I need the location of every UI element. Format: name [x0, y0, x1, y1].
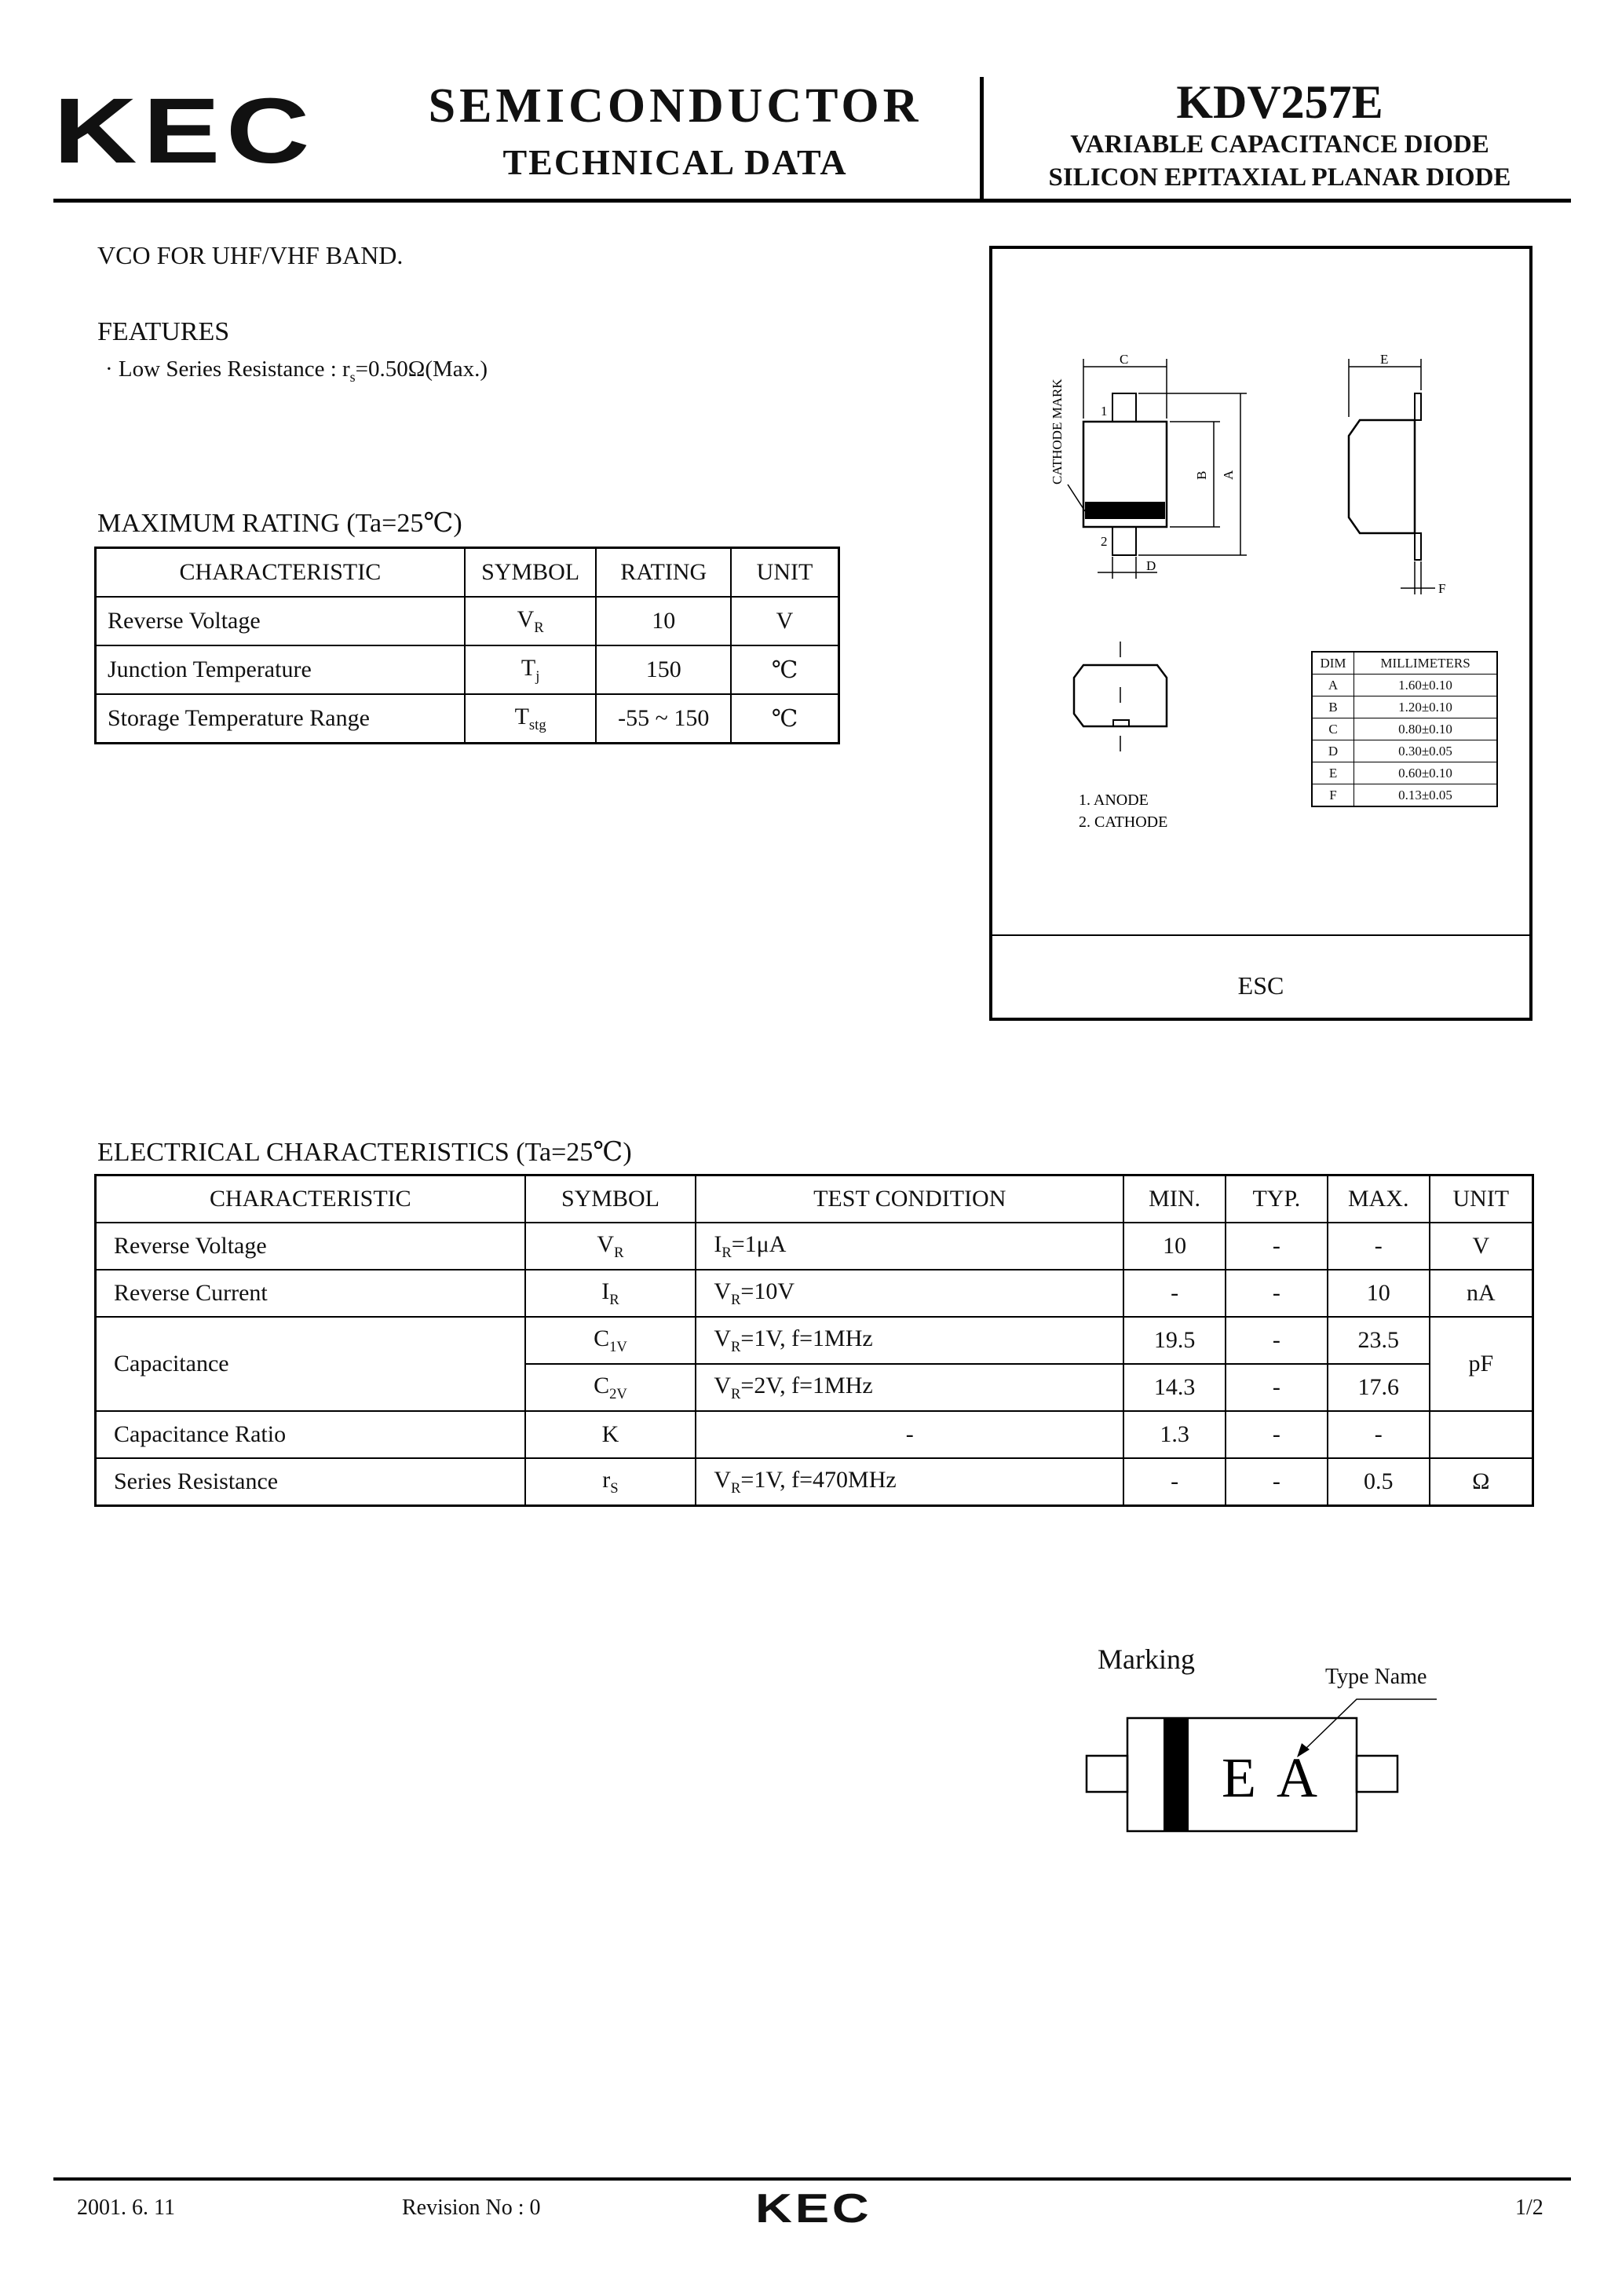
table-row: [96, 1317, 1533, 1364]
table-row: [96, 1458, 1533, 1506]
symbol-subscript: j: [535, 667, 540, 685]
symbol-text: V: [597, 1230, 615, 1257]
dim-value: 0.30±0.05: [1354, 740, 1497, 762]
header-vertical-divider: [980, 77, 984, 201]
part-number: KDV257E: [1176, 76, 1383, 128]
rating-cell: 10: [596, 597, 731, 645]
symbol-text: I: [601, 1278, 610, 1304]
dim-name: F: [1312, 784, 1354, 807]
symbol-text: C: [594, 1372, 610, 1398]
max-cell: -: [1328, 1223, 1430, 1270]
footer-page-number: 1/2: [1515, 2195, 1543, 2220]
dim-value: 0.60±0.10: [1354, 762, 1497, 784]
min-cell: 1.3: [1123, 1411, 1226, 1458]
dim-value: 0.13±0.05: [1354, 784, 1497, 807]
condition-value: =2V, f=1MHz: [740, 1372, 873, 1398]
dim-name: B: [1312, 696, 1354, 718]
marking-code-a: A: [1277, 1746, 1317, 1809]
symbol-subscript: 1V: [609, 1338, 627, 1355]
part-description-1: VARIABLE CAPACITANCE DIODE: [1070, 130, 1489, 159]
rating-cell: 150: [596, 645, 731, 694]
unit-cell: Ω: [1430, 1458, 1533, 1506]
min-cell: 10: [1123, 1223, 1226, 1270]
dim-name: D: [1312, 740, 1354, 762]
symbol-cell: [525, 1270, 696, 1317]
dim-a-label: A: [1221, 470, 1236, 480]
max-rating-header: SYMBOL: [465, 548, 597, 598]
condition-cell: [696, 1317, 1123, 1364]
footer-date: 2001. 6. 11: [77, 2195, 175, 2220]
dim-name: A: [1312, 675, 1354, 696]
electrical-header: CHARACTERISTIC: [96, 1175, 525, 1223]
dim-header: DIM: [1312, 652, 1354, 675]
symbol-text: r: [602, 1466, 611, 1493]
condition-cell: -: [696, 1411, 1123, 1458]
symbol-cell: [525, 1223, 696, 1270]
min-cell: -: [1123, 1458, 1226, 1506]
dim-value: 1.20±0.10: [1354, 696, 1497, 718]
typ-cell: -: [1226, 1317, 1328, 1364]
pin1-label: 1: [1101, 404, 1108, 419]
symbol-cell: [465, 645, 597, 694]
characteristic-cell: Reverse Current: [96, 1270, 525, 1317]
table-row: [96, 1270, 1533, 1317]
typ-cell: -: [1226, 1458, 1328, 1506]
condition-cell: [696, 1458, 1123, 1506]
max-cell: 23.5: [1328, 1317, 1430, 1364]
footer-kec-logo: KEC: [755, 2186, 872, 2232]
dim-header: MILLIMETERS: [1354, 652, 1497, 675]
condition-subscript: R: [731, 1291, 741, 1308]
header-title-semiconductor: SEMICONDUCTOR: [428, 79, 922, 133]
electrical-header: TEST CONDITION: [696, 1175, 1123, 1223]
symbol-subscript: R: [614, 1244, 624, 1261]
rating-cell: -55 ~ 150: [596, 694, 731, 744]
dim-value: 1.60±0.10: [1354, 675, 1497, 696]
package-drawing: [992, 249, 1529, 940]
condition-value: =1V, f=1MHz: [740, 1325, 873, 1351]
condition-value: =1μA: [731, 1230, 787, 1257]
condition-text: V: [714, 1325, 731, 1351]
dim-e-label: E: [1380, 352, 1389, 367]
symbol-subscript: R: [534, 619, 544, 636]
condition-subscript: R: [731, 1385, 741, 1402]
footer-revision: Revision No : 0: [402, 2195, 541, 2220]
symbol-text: V: [517, 605, 535, 632]
features-title: FEATURES: [97, 317, 230, 346]
header-title-technical-data: TECHNICAL DATA: [502, 142, 848, 182]
min-cell: 19.5: [1123, 1317, 1226, 1364]
symbol-text: C: [594, 1325, 610, 1351]
symbol-subscript: R: [609, 1291, 619, 1308]
max-rating-header: CHARACTERISTIC: [96, 548, 465, 598]
condition-subscript: R: [731, 1479, 741, 1497]
condition-cell: [696, 1270, 1123, 1317]
symbol-cell: [525, 1317, 696, 1364]
typ-cell: -: [1226, 1411, 1328, 1458]
application-text: VCO FOR UHF/VHF BAND.: [97, 241, 404, 269]
characteristic-cell: Storage Temperature Range: [96, 694, 465, 744]
characteristic-cell: Capacitance Ratio: [96, 1411, 525, 1458]
pin-legend-cathode: 2. CATHODE: [1079, 813, 1168, 831]
characteristic-cell: Capacitance: [96, 1317, 525, 1411]
table-row: [96, 694, 839, 744]
dim-c-label: C: [1120, 352, 1129, 367]
marking-drawing: [1076, 1673, 1437, 1853]
part-description-2: SILICON EPITAXIAL PLANAR DIODE: [1048, 163, 1511, 192]
pin-legend-anode: 1. ANODE: [1079, 792, 1149, 809]
feature-subscript: s: [349, 368, 356, 385]
dim-name: E: [1312, 762, 1354, 784]
unit-cell: V: [731, 597, 839, 645]
table-row: [96, 1411, 1533, 1458]
min-cell: 14.3: [1123, 1364, 1226, 1411]
characteristic-cell: Junction Temperature: [96, 645, 465, 694]
electrical-header: TYP.: [1226, 1175, 1328, 1223]
symbol-text: T: [521, 654, 536, 681]
pin2-label: 2: [1101, 534, 1108, 549]
condition-text: V: [714, 1372, 731, 1398]
condition-cell: [696, 1364, 1123, 1411]
dimension-table: [1311, 651, 1498, 807]
kec-logo: KEC: [53, 79, 316, 183]
symbol-cell: [465, 597, 597, 645]
typ-cell: -: [1226, 1364, 1328, 1411]
characteristic-cell: Series Resistance: [96, 1458, 525, 1506]
symbol-subscript: S: [610, 1479, 619, 1497]
symbol-subscript: 2V: [609, 1385, 627, 1402]
feature-value: =0.50Ω(Max.): [355, 356, 488, 382]
condition-subscript: R: [731, 1338, 741, 1355]
unit-cell: [1430, 1411, 1533, 1458]
max-rating-title: MAXIMUM RATING (Ta=25℃): [97, 509, 462, 538]
unit-cell: ℃: [731, 645, 839, 694]
characteristic-cell: Reverse Voltage: [96, 1223, 525, 1270]
table-row: [96, 1223, 1533, 1270]
header-rule: [53, 199, 1571, 203]
max-rating-header: RATING: [596, 548, 731, 598]
symbol-cell: [465, 694, 597, 744]
symbol-cell: [525, 1458, 696, 1506]
unit-cell: pF: [1430, 1317, 1533, 1411]
condition-value: =10V: [740, 1278, 795, 1304]
max-rating-table: [94, 547, 840, 744]
unit-cell: ℃: [731, 694, 839, 744]
dim-f-label: F: [1438, 581, 1446, 596]
marking-title: Marking: [1098, 1643, 1195, 1675]
feature-item: [105, 356, 488, 386]
dim-name: C: [1312, 718, 1354, 740]
symbol-cell: [525, 1411, 696, 1458]
condition-text: I: [714, 1230, 722, 1257]
electrical-header: SYMBOL: [525, 1175, 696, 1223]
footer-rule: [53, 2177, 1571, 2181]
typ-cell: -: [1226, 1270, 1328, 1317]
max-cell: 10: [1328, 1270, 1430, 1317]
max-rating-header: UNIT: [731, 548, 839, 598]
unit-cell: V: [1430, 1223, 1533, 1270]
symbol-subscript: stg: [528, 716, 546, 733]
condition-cell: [696, 1223, 1123, 1270]
typ-cell: -: [1226, 1223, 1328, 1270]
symbol-text: K: [601, 1421, 619, 1447]
electrical-header: MAX.: [1328, 1175, 1430, 1223]
dim-d-label: D: [1146, 558, 1156, 573]
max-cell: -: [1328, 1411, 1430, 1458]
electrical-header-row: [96, 1175, 1533, 1223]
electrical-title: ELECTRICAL CHARACTERISTICS (Ta=25℃): [97, 1138, 632, 1167]
package-name: ESC: [1237, 971, 1284, 1000]
max-rating-header-row: [96, 548, 839, 598]
package-outline-box: [989, 246, 1532, 1021]
dim-value: 0.80±0.10: [1354, 718, 1497, 740]
electrical-header: UNIT: [1430, 1175, 1533, 1223]
condition-text: V: [714, 1278, 731, 1304]
condition-value: =1V, f=470MHz: [740, 1466, 897, 1493]
table-row: [96, 597, 839, 645]
max-cell: 17.6: [1328, 1364, 1430, 1411]
dim-b-label: B: [1194, 470, 1209, 480]
condition-subscript: R: [721, 1244, 732, 1261]
cathode-mark-label: CATHODE MARK: [1050, 378, 1065, 484]
type-name-label: Type Name: [1325, 1665, 1427, 1689]
min-cell: -: [1123, 1270, 1226, 1317]
max-cell: 0.5: [1328, 1458, 1430, 1506]
symbol-text: T: [514, 703, 529, 729]
table-row: [96, 645, 839, 694]
electrical-table: [94, 1174, 1534, 1507]
unit-cell: nA: [1430, 1270, 1533, 1317]
symbol-cell: [525, 1364, 696, 1411]
marking-code-e: E: [1222, 1746, 1256, 1809]
electrical-header: MIN.: [1123, 1175, 1226, 1223]
condition-text: V: [714, 1466, 731, 1493]
feature-text: · Low Series Resistance : r: [105, 356, 350, 382]
characteristic-cell: Reverse Voltage: [96, 597, 465, 645]
